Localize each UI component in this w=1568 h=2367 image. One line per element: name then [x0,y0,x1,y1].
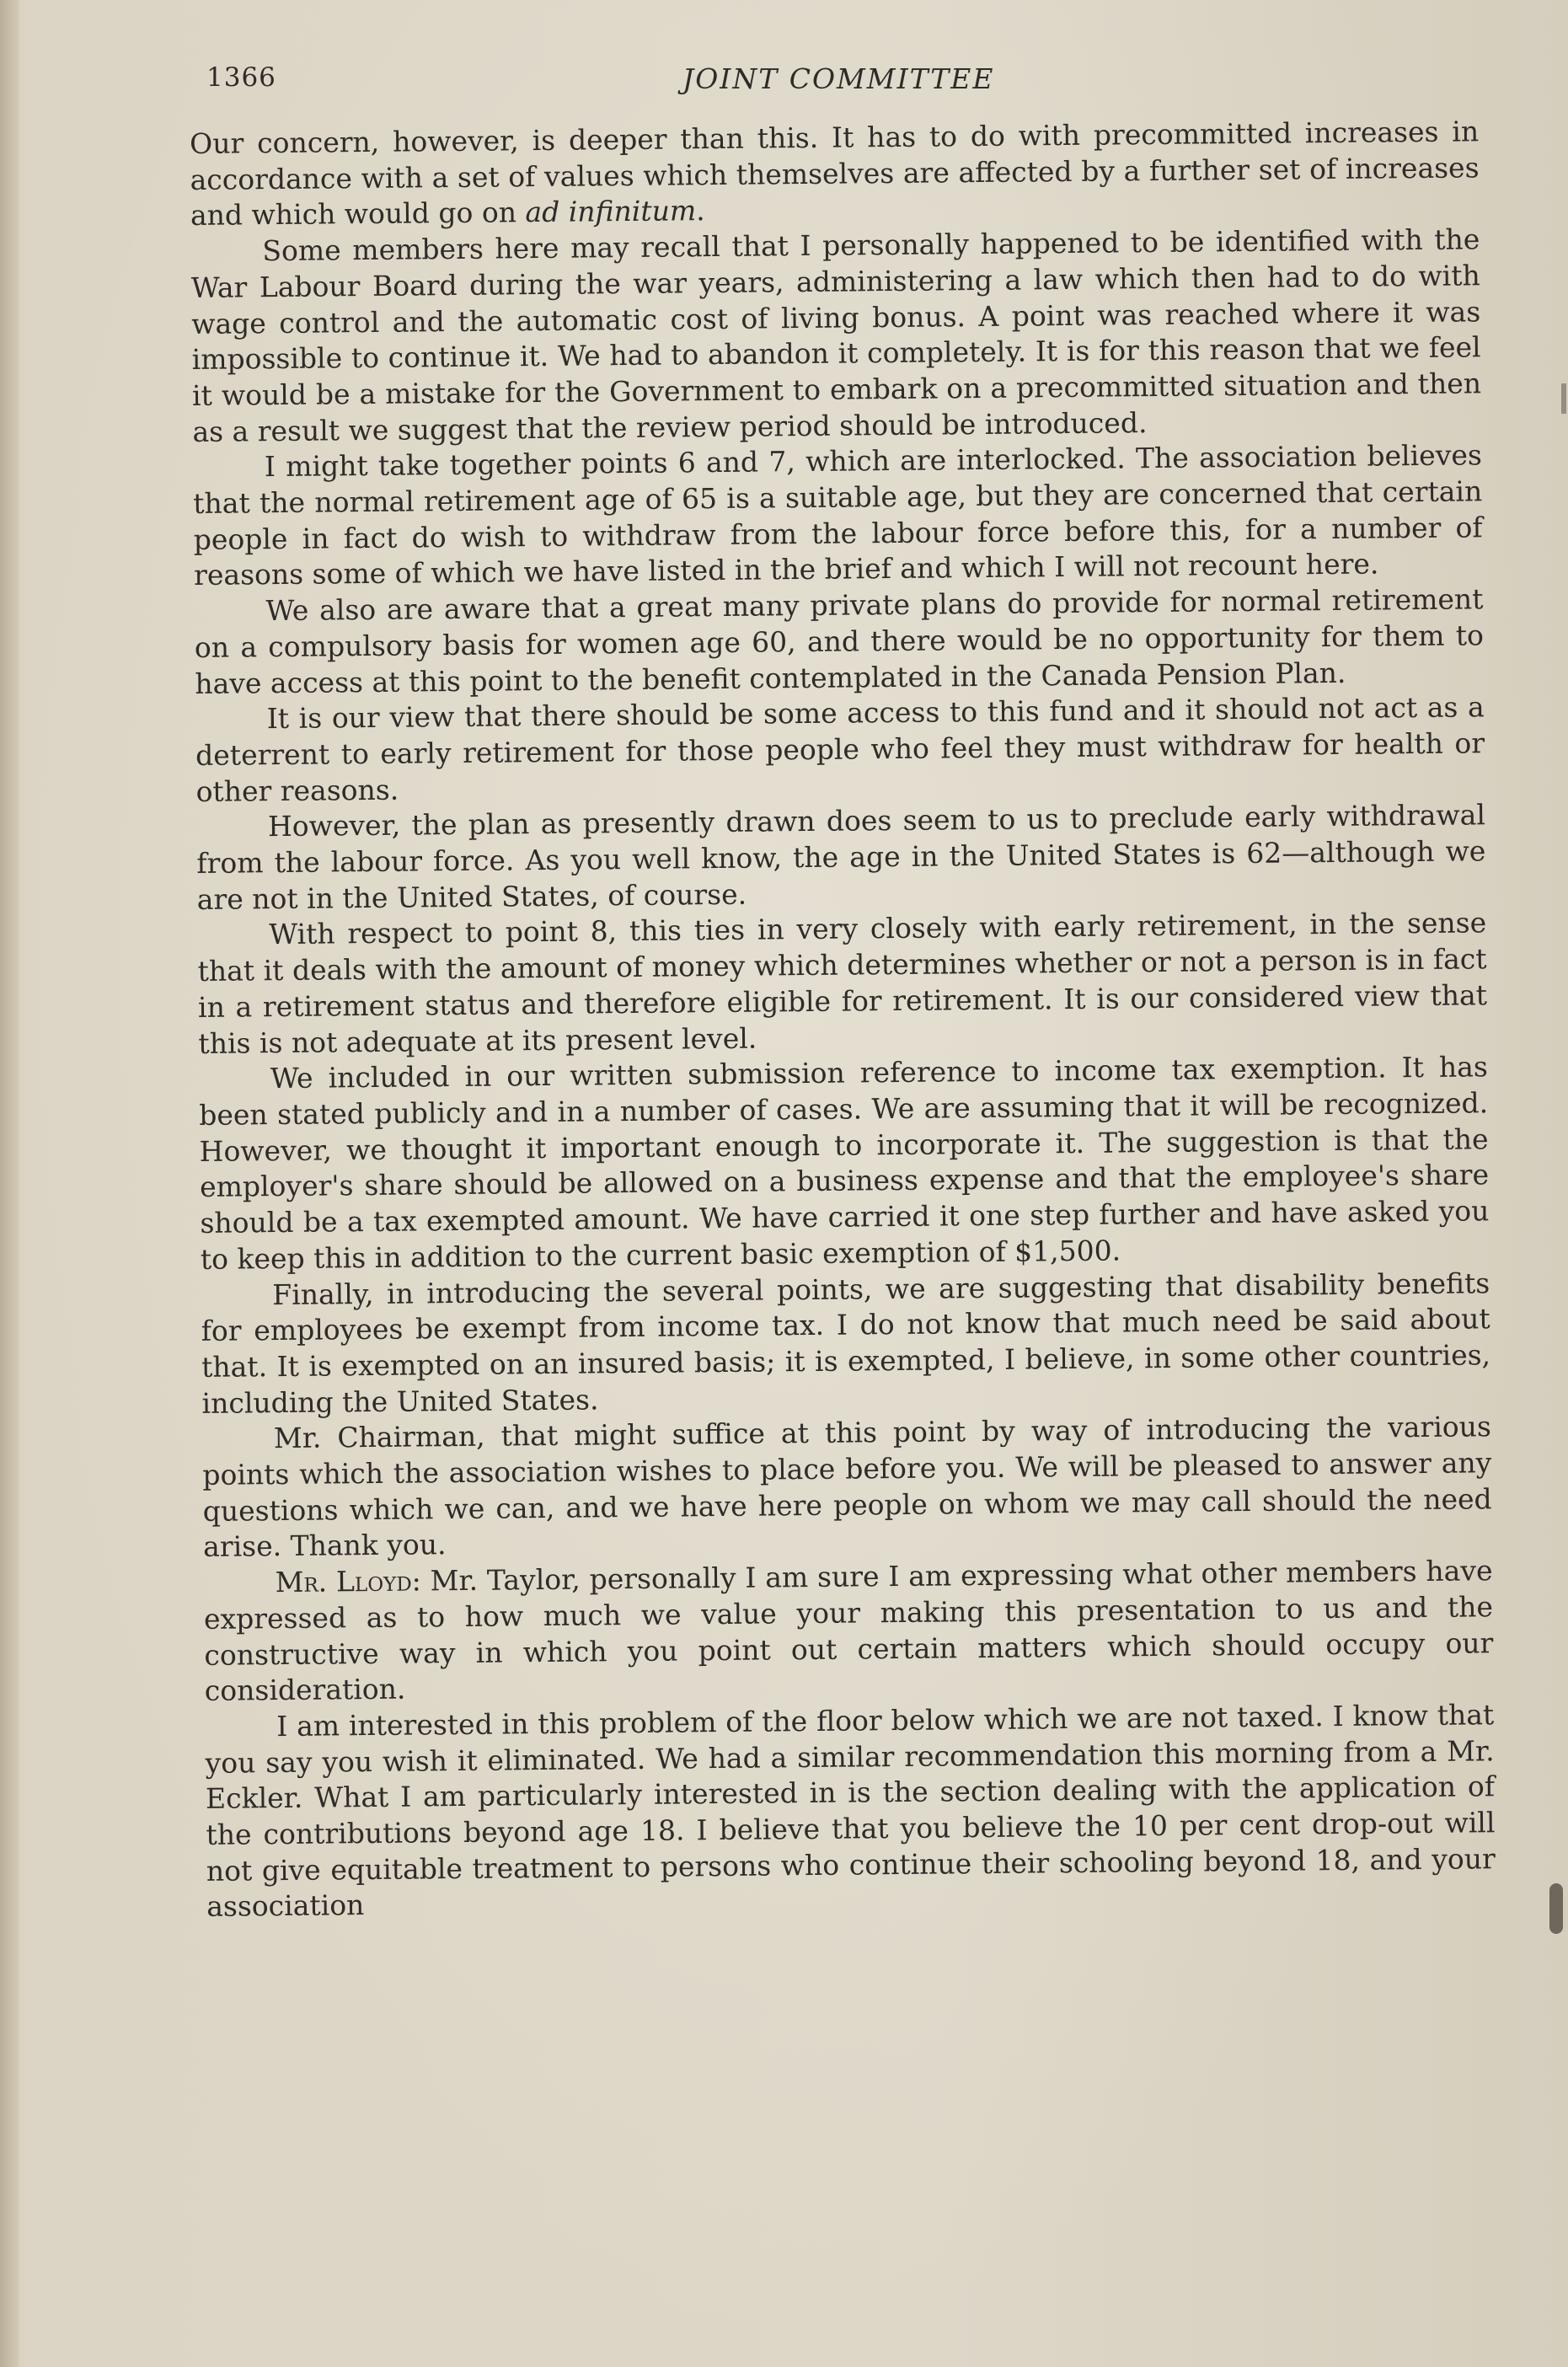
page-edge-tick [1561,383,1566,414]
paragraph-8: We included in our written submission reference to income tax exemption. It has been stated publicly and in a number of cases. We are assuming that it will be recognized. However, we thought it important enough to incorporate it. The suggestion is that the employer's share should be allowed on a business expense and that the employee's share should be a tax exempted amount. We have carried it one step further and have asked you to keep this in addition to the current basic exemption of $1,500. [199,1050,1490,1276]
page-edge-mark [1549,1883,1563,1934]
body-text [190,114,1496,1925]
paragraph-5: It is our view that there should be some access to this fund and it should not act as a deterrent to early retirement for those people who feel they must withdraw for health or other reasons. [195,690,1485,808]
paragraph-1: Our concern, however, is deeper than this. It has to do with precommitted increases in accordance with a set of values which themselves are affected by a further set of increases and which would go on ad infinitum. [190,115,1480,233]
paragraph-4: We also are aware that a great many private plans do provide for normal retirement on a compulsory basis for women age 60, and there would be no opportunity for them to have access at this point to the benefit contemplated in the Canada Pension Plan. [194,582,1485,700]
speech-text: Mr. Taylor, personally I am sure I am expressing what other members have expressed as to how much we value your making this presentation to us and the constructive way in which you point out certain matters which should occupy our consideration. [203,1554,1494,1708]
final-paragraph: I am interested in this problem of the floor below which we are not taxed. I know that you say you wish it eliminated. We had a similar recommendation this morning from a Mr. Eckler. What I am particularly interested in is the section dealing with the application of the contributions beyond age 18. I believe that you believe the 10 per cent drop-out will not give equitable treatment to persons who continue their schooling beyond 18, and your association [205,1698,1496,1924]
running-head: JOINT COMMITTEE [682,62,995,95]
page-header [206,59,1470,101]
paragraph-7: With respect to point 8, this ties in very closely with early retirement, in the sense that it deals with the amount of money which determines whether or not a person is in fact in a retirement status and therefore eligible for retirement. It is our considered view that this is not adequate at its present level. [197,906,1488,1060]
paragraph-10: Mr. Chairman, that might suffice at this point by way of introducing the various points which the association wishes to place before you. We will be pleased to answer any questions which we can, and we have here people on whom we may call should the need arise. Thank you. [202,1410,1492,1564]
page-binding-edge [0,0,19,2367]
latin-phrase: ad infinitum [525,194,697,229]
paragraph-6: However, the plan as presently drawn does seem to us to preclude early withdrawal from the labour force. As you well know, the age in the United States is 62—although we are not in the United States, of course. [196,798,1486,916]
paragraph-9: Finally, in introducing the several points, we are suggesting that disability benefits for employees be exempt from income tax. I do not know that much need be said about that. It is exempted on an insured basis; it is exempted, I believe, in some other countries, including the United States. [201,1266,1491,1420]
speaker-name: Mr. Lloyd: [275,1564,422,1599]
speech-paragraph [203,1553,1494,1709]
paragraph-2: Some members here may recall that I personally happened to be identified with the War Labour Board during the war years, administering a law which then had to do with wage control and the automatic cost of living bonus. A point was reached where it was impossible to continue it. We had to abandon it completely. It is for this reason that we feel it would be a mistake for the Government to embark on a precommitted situation and then as a result we suggest that the review period should be introduced. [190,222,1482,448]
page-number: 1366 [206,62,276,93]
paragraph-3: I might take together points 6 and 7, which are interlocked. The association believes that the normal retirement age of 65 is a suitable age, but they are concerned that certain people in fact do wish to withdraw from the labour force before this, for a number of reasons some of which we have listed in the brief and which I will not recount here. [193,438,1483,592]
